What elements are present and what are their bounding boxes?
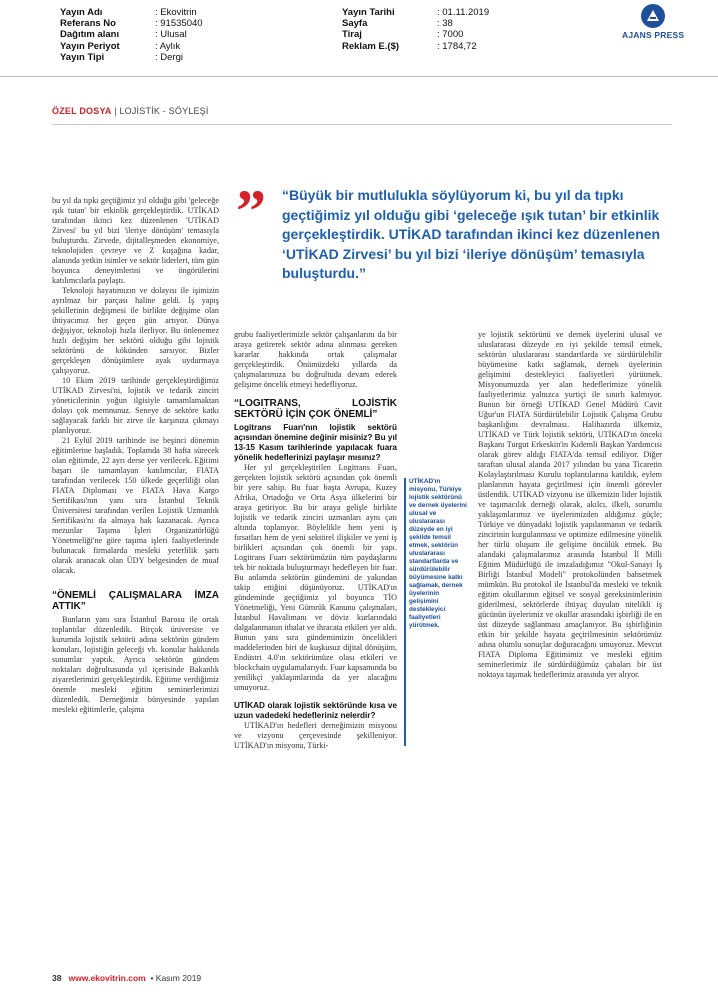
paragraph: bu yıl da tıpkı geçtiğimiz yıl olduğu gibi 'geleceğe ışık tutan' bir etkinlik gerçekleştirdik. UTİKAD tarafından ikinci kez düzenlenen 'UTİKAD Zirvesi' bu yıl bizi 'ileriye dönüşüm' temasıyla buluşturdu. Zirvede, dijitalleşmeden ekonomiye, teknolojiden çevreye ve Z kuşağına kadar, alanında yetkin isimler ve sektör liderleri, tüm gün boyunca deneyimlerini ve öngörülerini katılımcılarla paylaştı. bbox=[52, 196, 219, 285]
header-value: : 91535040 bbox=[155, 18, 203, 30]
header-value: : 01.11.2019 bbox=[437, 7, 490, 18]
paragraph: 10 Ekim 2019 tarihinde gerçekleştirdiğimiz UTİKAD Zirvesi'ni, lojistik ve tedarik zinciri yöneticilerinin yoğun ilgisiyle tamamlamaktan dolayı çok memnunuz. Seneye de sektöre katkı sağlayacak farklı bir zirve ile karşınıza çıkmayı planlıyoruz. bbox=[52, 376, 219, 435]
ajans-press-logo-icon bbox=[641, 4, 665, 28]
header-row-type bbox=[60, 51, 183, 63]
header-label: Dağıtım alanı bbox=[60, 29, 120, 41]
header-value: : 1784,72 bbox=[437, 40, 477, 52]
article-column-3 bbox=[478, 330, 662, 680]
header-row-area bbox=[60, 29, 187, 41]
header-row-ref bbox=[60, 18, 203, 30]
issue-date: • Kasım 2019 bbox=[150, 973, 202, 983]
sidebar-callout: UTİKAD'ın misyonu, Türkiye lojistik sektörünü ve dernek üyelerini ulusal ve uluslararası düzeyde en iyi şekilde temsil etmek, sektörün uluslararası standartlarda ve sürdürülebilir büyümesine katkı sağlamak, dernek üyelerinin gelişimini destekleyici faaliyetleri yürütmek. bbox=[409, 478, 467, 629]
quote-mark-icon: ” bbox=[236, 178, 266, 244]
header-label: Referans No bbox=[60, 18, 116, 30]
header-value: : Dergi bbox=[155, 51, 183, 63]
header-value: : Ekovitrin bbox=[155, 7, 197, 18]
subheading: “LOGITRANS, LOJİSTİK SEKTÖRÜ İÇİN ÇOK ÖNEMLİ” bbox=[234, 398, 397, 420]
sidebar-accent-bar bbox=[404, 478, 406, 746]
header-row-ad-value bbox=[342, 40, 477, 52]
header-row-name bbox=[60, 7, 197, 18]
article-column-1 bbox=[52, 196, 219, 715]
paragraph: Teknoloji hayatımızın ve dolayısı ile işimizin ayrılmaz bir parçası haline geldi. İş yapış şekillerinin değişmesi ile birlikte değişime olan ihtiyacımız her geçen gün artıyor. Dünya değişiyor, teknoloji hızla ilerliyor. Bu önlenemez hızlı değişim her sektörü olduğu gibi lojistik sektörünü de kökünden sarsıyor. Bizler gerçekleşen dönüşümlere ayak uydurmaya çalışıyoruz. bbox=[52, 286, 219, 375]
header-value: : 38 bbox=[437, 18, 453, 30]
header-label: Yayın Adı bbox=[60, 7, 103, 18]
header-value: : Aylık bbox=[155, 40, 181, 52]
page-footer bbox=[52, 973, 201, 983]
interview-question: UTİKAD olarak lojistik sektöründe kısa ve uzun vadedeki hedefleriniz nelerdir? bbox=[234, 701, 397, 720]
paragraph: UTİKAD'ın hedefleri derneğimizin misyonu ve vizyonu çerçevesinde şekilleniyor. UTİKAD'ın misyonu, Türki- bbox=[234, 721, 397, 750]
section-subcategory: | LOJİSTİK - SÖYLEŞİ bbox=[111, 106, 209, 116]
header-label: Yayın Tarihi bbox=[342, 7, 395, 18]
paragraph: grubu faaliyetlerimizle sektör çalışanlarını da bir araya getirerek sektör adına alınması gereken kararlar hakkında ortak çalışmalar gerçekleştirdik. Önümüzdeki yıllarda da çalışmalarımıza bu doğrultuda devam ederek gelişime öncelik etmeyi hedefliyoruz. bbox=[234, 330, 397, 389]
header-value: : Ulusal bbox=[155, 29, 187, 41]
paragraph: Bunların yanı sıra İstanbul Barosu ile ortak toplantılar düzenledik. Birçok üniversite ve kurumda lojistik sektörü adına sektörün gündem konuları, lojistiğin geleceği vb. konular hakkında sunumlar yaptık. Ayrıca sektörün gündem noktaları doğrultusunda yıl içerisinde Bakanlık ziyaretlerimizi gerçekleştirdik. Eğitime verdiğimiz önemle mesleki eğitim seminerlerimizi düzenledik. Derneğimiz bünyesinde yapılan mesleki eğitimlerle, çalışma bbox=[52, 615, 219, 714]
header-label: Tiraj bbox=[342, 29, 362, 41]
subheading: “ÖNEMLİ ÇALIŞMALARA İMZA ATTIK” bbox=[52, 590, 219, 612]
header-row-period bbox=[60, 40, 181, 52]
header-row-circulation bbox=[342, 29, 464, 41]
header-value: : 7000 bbox=[437, 29, 464, 41]
header-row-date bbox=[342, 7, 490, 18]
page-number: 38 bbox=[52, 973, 62, 983]
header-label: Yayın Periyot bbox=[60, 40, 120, 52]
article-column-2 bbox=[234, 330, 397, 751]
interview-question: Logitrans Fuarı'nın lojistik sektörü açısından önemine değinir misiniz? Bu yıl 13-15 Kasım tarihlerinde yapılacak fuara yönelik hedeflerinizi paylaşır mısınız? bbox=[234, 423, 397, 462]
header-divider bbox=[0, 76, 718, 77]
paragraph: Her yıl gerçekleştirilen Logitrans Fuarı, gerçekten lojistik sektörü açısından çok önemli bir yere sahip. Bu fuar başta Avrupa, Kuzey Afrika, Ortadoğu ve Orta Asya ülkelerini bir araya getiriyor. Bu bir araya gelişle birlikte lojistik ve tedarik zinciri uzmanları aynı çatı altında toplanıyor. Böylelikle hem yeni iş fırsatları hem de yeni sektörel ilişkiler ve yeni iş birlikleri açısından çok önemli bir yapı. Logitrans Fuarı sektörümüzün tüm paydaşlarını tek bir noktada buluşturmayı hedefleyen bir fuar. Bu anlamda sektörün gündemini de yakından takip ettiğini düşünüyoruz. UTİKAD'ın gündeminde geçtiğimiz yıl boyunca TİO Yönetmeliği, Yeni Gümrük Kanunu çalışmaları, İstanbul Havalimanı ve döviz kurlarındaki dalgalanmanın ithalat ve ihracata etkileri yer aldı. Bunun yanı sıra gündemimizin öncelikleri maddelerinden biri de kuşkusuz dijital dönüşüm, Endüstri 4.0'ın sektörümüze olası etkileri ve blockchain uygulamalarıydı. Fuar kapsamında bu yenilikçi yaklaşımlarında da yer alacağını umuyoruz. bbox=[234, 463, 397, 692]
header-label: Sayfa bbox=[342, 18, 368, 30]
ajans-press-logo-text: AJANS PRESS bbox=[622, 30, 685, 40]
header-label: Reklam E.($) bbox=[342, 40, 400, 52]
paragraph: 21 Eylül 2019 tarihinde ise beşinci dönemin eğitimlerine başladık. Toplamda 38 hafta sürecek olan eğitimde, 22 ayrı derse yer verilecek. Eğitimi başarı ile tamamlayan katılımcılar, FIATA tarafından verilecek 150 ülkede geçerliliği olan FIATA Diploması ve FIATA Hava Kargo Sertifikası'nın yanı sıra İstanbul Teknik Üniversitesi tarafından verilen Lojistik Uzmanlık Sertifikası'nı da almaya hak kazanacak. Ayrıca mezunlar Taşıma İşleri Organizatörlüğü Yönetmeliği'ne göre taşıma işleri faaliyetlerinde bulunacak firmalarda mesleki yeterlilik şartı olarak aranacak olan ÜDY belgesinden de muaf olacak. bbox=[52, 436, 219, 575]
pull-quote: “Büyük bir mutlulukla söylüyorum ki, bu yıl da tıpkı geçtiğimiz yıl olduğu gibi ‘geleceğe ışık tutan’ bir etkinlik gerçekleştirdik. UTİKAD tarafından ikinci kez düzenlenen ‘UTİKAD Zirvesi’ bu yıl bizi ‘ileriye dönüşüm’ temasıyla buluşturdu.” bbox=[282, 187, 661, 281]
header-label: Yayın Tipi bbox=[60, 51, 105, 63]
section-label bbox=[52, 106, 209, 116]
paragraph: ye lojistik sektörünü ve dernek üyelerini ulusal ve uluslararası düzeyde en iyi şekilde temsil etmek, sektörün uluslararası standartlarda ve sürdürülebilir büyümesine katkı sağlamak, dernek üyelerinin gelişimini destekleyici faaliyetleri yürütmek. Misyonumuzda yer alan hedeflerimize yönelik faaliyetlerimiz yalnızca yurtiçi ile sınırlı kalmıyor. Bunun bir örneği UTİKAD Genel Müdürü Cavit Uğur'un FIATA Sürdürülebilir Lojistik Çalışma Grubu başkanlığını devralması. Halihazırda ülkemiz, UTİKAD ve Türk lojistik sektörü, UTİKAD'ın önceki Başkanı Turgut Erkeskin'in Kıdemli Başkan Yardımcısı olarak görev aldığı FIATA'da temsil ediliyor. Diğer taraftan ulusal alanda 2017 yılından bu yana Ticaretin Kolaylaştırılması Kurulu toplantılarına katıldık, eylem planlarının hayata geçirilmesi için önemli görevler üstlendik. UTİKAD vizyonu ise ülkemizin lider lojistik ve taşımacılık derneği olarak, akılcı, ilkeli, sorumlu yaklaşımlarımız ve üyelerimizden aldığımız güçle; Türkiye ve dünyadaki lojistik yapılanmanın ve tedarik zincirinin kurgulanması ve optimize edilmesine yönelik her türlü oluşum ile gelişime öncülük etmek. Bu alandaki çalışmalarımız arasında İstanbul İl Milli Eğitim Müdürlüğü ile imzaladığımız "Okul-Sanayi İş Birliği İstanbul Modeli" protokolünden bahsetmek mümkün. Bu protokol ile İstanbul'da mesleki ve teknik eğitim okullarının eğitsel ve sosyal gereksinimlerinin giderilmesi, sektörlerde ihtiyaç duyulan nitelikli iş gücünün üyelerimiz ve okullar arasındaki işbirliği ile en üst düzeyde sağlanması amaçlanıyor. Bu işbirliğinin etkin bir şekilde hayata geçirilmesinin sektörümüz adına olumlu sonuçlar doğuracağını umuyoruz. Mevcut FIATA Diploma Eğitimimiz ve mesleki eğitim seminerlerimiz ile sürdürdüğümüz çabaları bir üst noktaya taşımak hedeflerimiz arasında yer alıyor. bbox=[478, 330, 662, 679]
header-row-page bbox=[342, 18, 453, 30]
section-divider bbox=[52, 124, 672, 125]
section-category: ÖZEL DOSYA bbox=[52, 106, 112, 116]
magazine-url: www.ekovitrin.com bbox=[68, 973, 146, 983]
